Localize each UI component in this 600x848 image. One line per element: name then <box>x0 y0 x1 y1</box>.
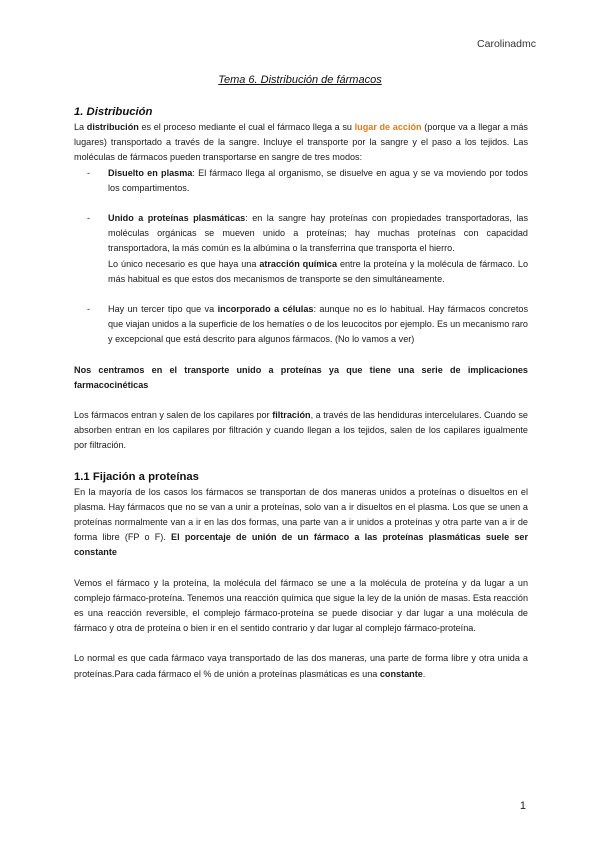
term-distribucion: distribución <box>86 122 139 132</box>
term-filtracion: filtración <box>272 410 311 421</box>
paragraph-text: Lo normal es que cada fármaco vaya transportado de las dos maneras, una parte de forma libre y otra unida a proteínas.Para cada fármaco el % de unión a proteínas plasmáticas es una <box>74 653 528 679</box>
focus-statement: Nos centramos en el transporte unido a proteínas ya que tiene una serie de implicaciones farmacocinéticas <box>74 364 528 390</box>
paragraph-text: En la mayoría de los casos los fármacos se transportan de dos maneras unidos a proteínas o disueltos en el plasma. Hay fármacos que no se van a unir a proteínas, solo van a ir disueltos en el plasma. Los que se unen a proteínas normalmente van a ir en las dos formas, una parte van a ir unidos a proteínas y otra parte van a ir de forma libre (FP o F). <box>74 486 528 543</box>
highlight-lugar-de-accion: lugar de acción <box>354 122 422 132</box>
term-atraccion-quimica: atracción química <box>259 258 338 269</box>
page-title: Tema 6. Distribución de fármacos <box>218 74 382 86</box>
paragraph-text: , a través de las hendiduras intercelulares. Cuando se absorben entran en los capilares por filtración y cuando llegan a los tejidos, salen de los capilares igualmente por filtración. <box>74 410 528 451</box>
fijacion-paragraph-2: Vemos el fármaco y la proteína, la molécula del fármaco se une a la molécula de proteína y da lugar a un complejo fármaco-proteína. Tenemos una reacción química que sigue la ley de la unión de masas. Esta reacción es una reacción reversible, el complejo fármaco-proteína se puede disociar y dar lugar a una molécula de fármaco y otra de proteína o bien ir en el sentido contrario y dar lugar al complejo fármaco-proteína. <box>74 577 528 634</box>
bullet-text: : aunque no es lo habitual. Hay fármacos concretos que viajan unidos a la superficie de los hematíes o de los leucocitos por ejemplo. Es un mecanismo raro y excepcional que está descrito para algunos fármacos. (No lo vamos a ver) <box>108 304 528 345</box>
author-name: Carolinadmc <box>477 38 536 50</box>
bullet-dash: - <box>87 304 91 315</box>
intro-text-1: La <box>74 122 87 132</box>
constant-statement: El porcentaje de unión de un fármaco a las proteínas plasmáticas suele ser constante <box>74 532 528 558</box>
bullet-text: entre la proteína y la molécula de fármaco. Lo más habitual es que estos dos mecanismos de transporte se den simultáneamente. <box>108 258 529 284</box>
bullet-continuation <box>74 257 528 287</box>
intro-text-3: (porque va a llegar a más lugares) transportado a través de la sangre. Incluye el transporte por la sangre y el paso a los tejidos. Las moléculas de fármacos pueden transportarse en sangre de tres modos: <box>74 122 528 163</box>
bullet-term: Unido a proteínas plasmáticas <box>108 213 246 224</box>
bullet-text: : El fármaco llega al organismo, se disuelve en agua y se va moviendo por todos los compartimentos. <box>108 167 528 193</box>
paragraph-text: Los fármacos entran y salen de los capilares por <box>74 410 273 421</box>
paragraph-text: . <box>422 668 426 679</box>
capillaries-paragraph <box>74 408 528 454</box>
bullet-unido-a-proteinas <box>74 211 528 257</box>
section-heading-fijacion: 1.1 Fijación a proteínas <box>74 470 199 483</box>
fijacion-paragraph-1 <box>74 485 528 561</box>
bullet-dash: - <box>87 167 91 178</box>
bullet-text: Lo único necesario es que haya una <box>108 258 260 269</box>
bullet-incorporado-a-celulas <box>74 302 528 348</box>
bullet-disuelto-en-plasma <box>74 166 528 196</box>
document-body <box>74 104 528 682</box>
bullet-text: Hay un tercer tipo que va <box>108 304 218 315</box>
bullet-dash: - <box>87 213 91 224</box>
bullet-term: Disuelto en plasma <box>108 167 193 178</box>
term-constante: constante <box>379 668 423 679</box>
bullet-term: incorporado a células <box>217 304 314 315</box>
bullet-text: : en la sangre hay proteínas con propiedades transportadoras, las moléculas orgánicas se mueven unido a proteínas; hay muchas proteínas con capacidad transportadora, la más común es la albúmina o la transferrina que transporta el hierro. <box>108 213 528 254</box>
page-number: 1 <box>519 800 526 812</box>
intro-paragraph <box>74 120 528 166</box>
fijacion-paragraph-3 <box>74 651 528 681</box>
intro-text-2: es el proceso mediante el cual el fármaco llega a su <box>138 122 355 132</box>
section-heading-distribucion: 1. Distribución <box>74 106 153 118</box>
